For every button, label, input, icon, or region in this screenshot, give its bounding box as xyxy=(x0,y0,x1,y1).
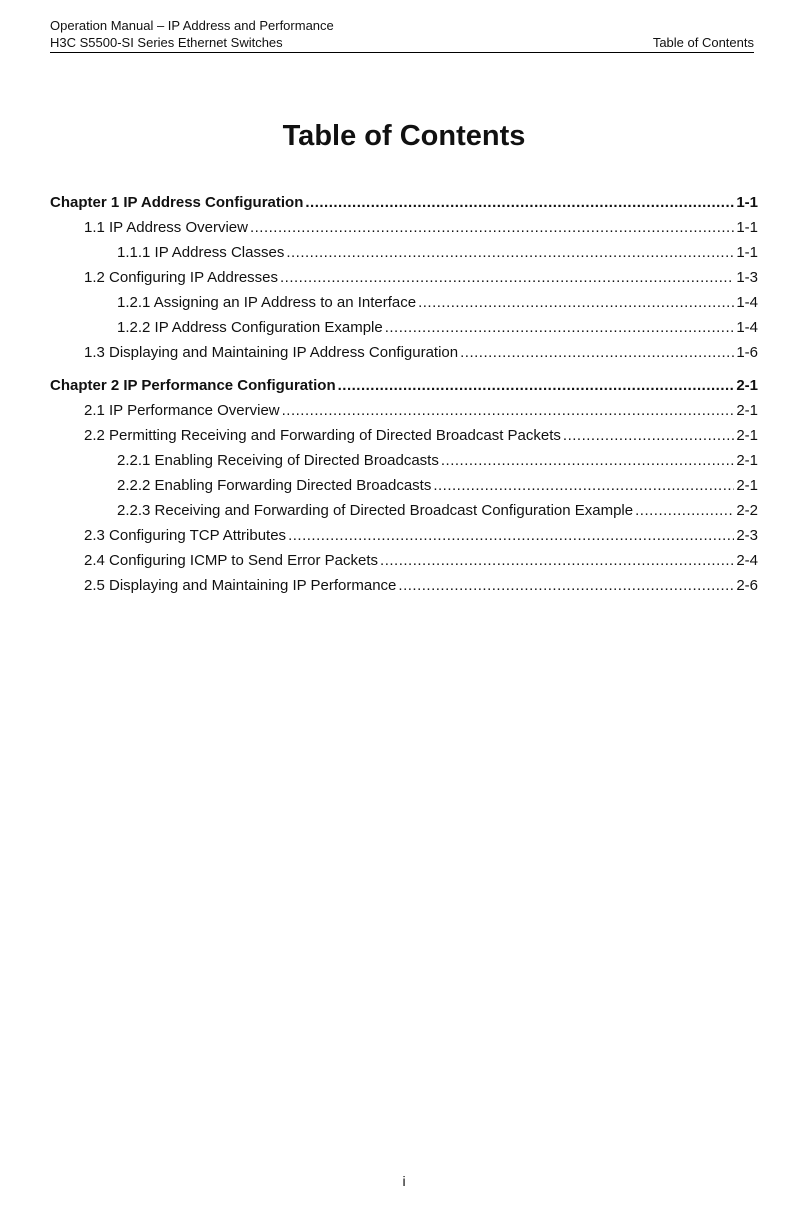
toc-leader-dots xyxy=(288,523,734,548)
toc-entry-2-3[interactable] xyxy=(50,523,758,548)
toc-entry-chapter-2[interactable] xyxy=(50,373,758,398)
toc-entry-text: 1.1 IP Address Overview xyxy=(84,219,248,236)
toc-entry-text: 2.2.2 Enabling Forwarding Directed Broadcasts xyxy=(117,477,432,494)
toc-entry-text: 2.5 Displaying and Maintaining IP Performance xyxy=(84,577,397,594)
toc-entry-text: Chapter 1 IP Address Configuration xyxy=(50,194,304,211)
toc-entry-2-2-1[interactable] xyxy=(50,448,758,473)
toc-entry-1-2-2[interactable] xyxy=(50,315,758,340)
header-manual-title: Operation Manual – IP Address and Performance xyxy=(50,18,334,33)
toc-leader-dots xyxy=(380,548,734,573)
toc-entry-1-1[interactable] xyxy=(50,215,758,240)
toc-entry-text: 1.2 Configuring IP Addresses xyxy=(84,269,279,286)
page-number: i xyxy=(402,1173,406,1189)
toc-entry-text: 2.3 Configuring TCP Attributes xyxy=(84,527,287,544)
toc-leader-dots xyxy=(286,240,734,265)
toc-leader-dots xyxy=(563,423,734,448)
toc-entry-page: 1-1 xyxy=(736,194,758,211)
toc-leader-dots xyxy=(250,215,734,240)
table-of-contents xyxy=(50,190,758,598)
toc-entry-text: 1.3 Displaying and Maintaining IP Address Configuration xyxy=(84,344,459,361)
toc-leader-dots xyxy=(398,573,734,598)
toc-entry-text: 1.1.1 IP Address Classes xyxy=(117,244,285,261)
toc-entry-page: 2-2 xyxy=(736,502,758,519)
toc-entry-1-1-1[interactable] xyxy=(50,240,758,265)
toc-entry-2-5[interactable] xyxy=(50,573,758,598)
toc-entry-1-3[interactable] xyxy=(50,340,758,365)
toc-entry-2-2-2[interactable] xyxy=(50,473,758,498)
toc-entry-page: 2-1 xyxy=(736,377,758,394)
toc-entry-text: 2.2.1 Enabling Receiving of Directed Broadcasts xyxy=(117,452,439,469)
toc-entry-page: 1-4 xyxy=(736,319,758,336)
toc-leader-dots xyxy=(385,315,735,340)
toc-entry-1-2[interactable] xyxy=(50,265,758,290)
toc-leader-dots xyxy=(433,473,734,498)
page-header xyxy=(50,16,754,53)
toc-entry-page: 1-1 xyxy=(736,244,758,261)
toc-entry-text: 2.4 Configuring ICMP to Send Error Packets xyxy=(84,552,379,569)
toc-leader-dots xyxy=(280,265,734,290)
toc-entry-page: 2-4 xyxy=(736,552,758,569)
toc-entry-2-4[interactable] xyxy=(50,548,758,573)
toc-leader-dots xyxy=(418,290,734,315)
toc-entry-1-2-1[interactable] xyxy=(50,290,758,315)
toc-leader-dots xyxy=(635,498,734,523)
toc-entry-page: 2-3 xyxy=(736,527,758,544)
toc-leader-dots xyxy=(282,398,735,423)
toc-entry-page: 1-1 xyxy=(736,219,758,236)
page-title: Table of Contents xyxy=(282,120,526,152)
header-product-name: H3C S5500-SI Series Ethernet Switches xyxy=(50,35,283,50)
toc-entry-text: 1.2.1 Assigning an IP Address to an Interface xyxy=(117,294,417,311)
toc-leader-dots xyxy=(338,373,735,398)
toc-entry-page: 2-1 xyxy=(736,427,758,444)
toc-entry-text: 1.2.2 IP Address Configuration Example xyxy=(117,319,383,336)
toc-leader-dots xyxy=(305,190,734,215)
toc-leader-dots xyxy=(441,448,734,473)
toc-entry-page: 2-1 xyxy=(736,402,758,419)
toc-entry-page: 2-1 xyxy=(736,452,758,469)
header-section-name: Table of Contents xyxy=(652,35,754,50)
toc-leader-dots xyxy=(460,340,734,365)
toc-entry-page: 2-6 xyxy=(736,577,758,594)
toc-entry-text: Chapter 2 IP Performance Configuration xyxy=(50,377,336,394)
toc-entry-page: 2-1 xyxy=(736,477,758,494)
toc-entry-page: 1-6 xyxy=(736,344,758,361)
toc-entry-text: 2.2 Permitting Receiving and Forwarding of Directed Broadcast Packets xyxy=(84,427,561,444)
toc-entry-page: 1-3 xyxy=(736,269,758,286)
toc-entry-2-2[interactable] xyxy=(50,423,758,448)
toc-entry-2-1[interactable] xyxy=(50,398,758,423)
toc-entry-chapter-1[interactable] xyxy=(50,190,758,215)
toc-entry-text: 2.1 IP Performance Overview xyxy=(84,402,280,419)
toc-entry-2-2-3[interactable] xyxy=(50,498,758,523)
toc-entry-text: 2.2.3 Receiving and Forwarding of Directed Broadcast Configuration Example xyxy=(117,502,634,519)
toc-entry-page: 1-4 xyxy=(736,294,758,311)
